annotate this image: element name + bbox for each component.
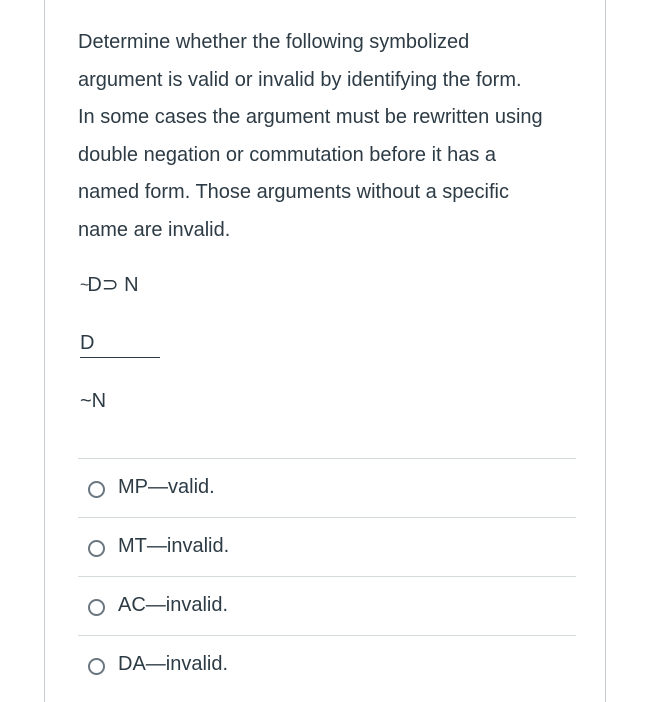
question-text [78,24,588,250]
radio-button-icon[interactable] [88,481,105,498]
answer-option-mt[interactable] [78,517,576,576]
answer-option-da[interactable] [78,635,576,694]
answer-label: MP—valid. [118,476,215,498]
answer-option-mp[interactable] [78,458,576,517]
answer-label: DA—invalid. [118,653,229,675]
question-line: name are invalid. [78,218,231,241]
question-line: Determine whether the following symbolized [78,31,470,53]
answer-options [78,458,576,694]
premise-antecedent: D [87,274,102,296]
radio-button-icon[interactable] [88,658,105,675]
answer-label: MT—invalid. [118,535,230,557]
premise-consequent: ⊃ N [101,274,139,296]
question-line: named form. Those arguments without a specific [78,181,509,204]
argument-premise-2: D [80,332,160,358]
negation-symbol: ~ [80,277,90,294]
radio-button-icon[interactable] [88,540,105,557]
question-line: double negation or commutation before it has a [78,143,497,166]
question-line: In some cases the argument must be rewritten using [78,106,543,129]
argument-premise-1 [80,272,139,297]
radio-button-icon[interactable] [88,599,105,616]
question-card [44,0,606,702]
answer-label: AC—invalid. [118,594,229,616]
answer-option-ac[interactable] [78,576,576,635]
question-line: argument is valid or invalid by identifying the form. [78,68,522,91]
argument-conclusion: ~N [80,390,107,412]
